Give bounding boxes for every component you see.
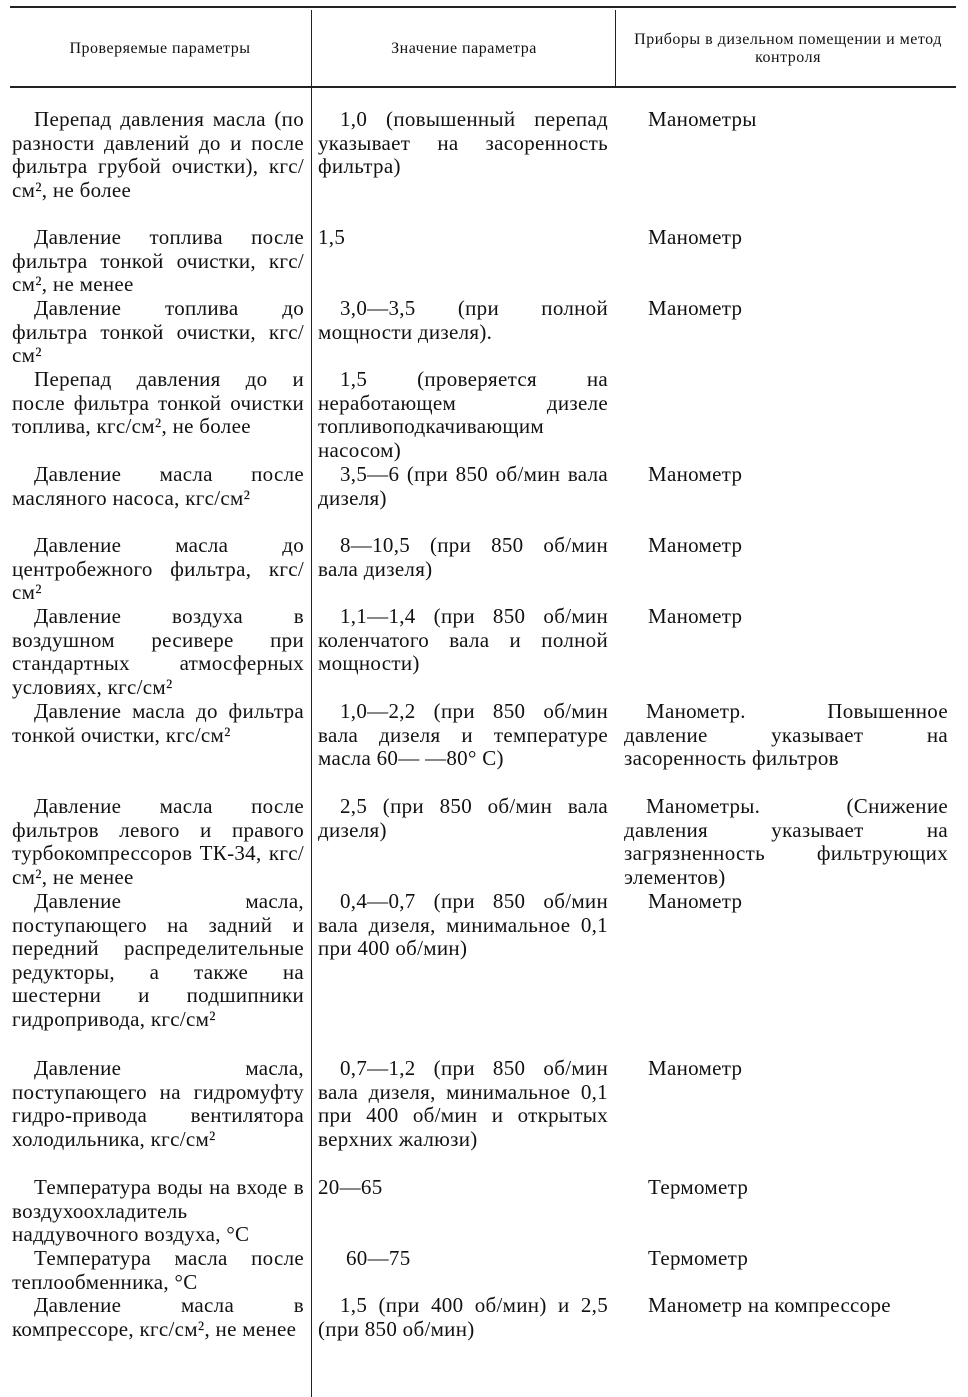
table-body — [0, 108, 968, 1365]
instrument-cell: Манометр — [648, 889, 743, 913]
instrument-cell: Манометр — [648, 533, 743, 557]
table-row — [0, 463, 968, 534]
table-row — [0, 1176, 968, 1247]
header-value: Значение параметра — [391, 40, 537, 57]
param-cell: Давление масла до центробежного фильтра, кгс/см² — [12, 533, 304, 605]
param-cell: Давление топлива до фильтра тонкой очистки, кгс/см² — [12, 296, 304, 368]
table-row — [0, 226, 968, 297]
value-cell: 3,5—6 (при 850 об/мин вала дизеля) — [318, 462, 608, 510]
param-cell: Давление масла до фильтра тонкой очистки, кгс/см² — [12, 699, 304, 747]
instrument-cell: Термометр — [648, 1246, 749, 1270]
table-row — [0, 605, 968, 700]
param-cell: Давление масла, поступающего на задний и передний распределительные редукторы, а также на шестерни и подшипники гидропривода, кгс/см² — [12, 889, 304, 1031]
header-instruments: Приборы в дизельном помещении и метод контроля — [634, 31, 942, 66]
top-rule — [10, 6, 956, 8]
value-cell: 3,0—3,5 (при полной мощности дизеля). — [318, 296, 608, 344]
instrument-cell: Манометр — [648, 296, 743, 320]
column-divider-2 — [615, 10, 616, 86]
instrument-cell: Манометр. Повышенное давление указывает на засоренность фильтров — [624, 699, 948, 771]
instrument-cell: Манометр — [648, 1056, 743, 1080]
param-cell: Давление топлива после фильтра тонкой очистки, кгс/см², не менее — [12, 225, 304, 297]
instrument-cell: Манометр — [648, 604, 743, 628]
value-cell: 1,1—1,4 (при 850 об/мин коленчатого вала и полной мощности) — [318, 604, 608, 676]
value-cell: 60—75 — [346, 1246, 411, 1270]
table-row — [0, 368, 968, 463]
header-rule — [10, 86, 956, 88]
table-row — [0, 1247, 968, 1294]
value-cell: 0,7—1,2 (при 850 об/мин вала дизеля, минимальное 0,1 при 400 об/мин и открытых верхних жалюзи) — [318, 1056, 608, 1151]
value-cell: 1,5 (при 400 об/мин) и 2,5 (при 850 об/мин) — [318, 1293, 608, 1341]
param-cell: Перепад давления масла (по разности давлений до и после фильтра грубой очистки), кгс/см², не более — [12, 107, 304, 202]
value-cell: 1,5 — [318, 225, 346, 249]
table-row — [0, 1057, 968, 1176]
value-cell: 2,5 (при 850 об/мин вала дизеля) — [318, 794, 608, 842]
value-cell: 20—65 — [318, 1175, 383, 1199]
param-cell: Давление воздуха в воздушном ресивере при стандартных атмосферных условиях, кгс/см² — [12, 604, 304, 699]
instrument-cell: Манометр на компрессоре — [648, 1293, 891, 1317]
instrument-cell: Термометр — [648, 1175, 749, 1199]
instrument-cell: Манометр — [648, 462, 743, 486]
value-cell: 1,0—2,2 (при 850 об/мин вала дизеля и температуре масла 60— —80° С) — [318, 699, 608, 771]
param-cell: Перепад давления до и после фильтра тонкой очистки топлива, кгс/см², не более — [12, 367, 304, 439]
header-parameters: Проверяемые параметры — [69, 40, 251, 57]
value-cell: 8—10,5 (при 850 об/мин вала дизеля) — [318, 533, 608, 581]
value-cell: 0,4—0,7 (при 850 об/мин вала дизеля, минимальное 0,1 при 400 об/мин) — [318, 889, 608, 961]
table-row — [0, 534, 968, 605]
instrument-cell: Манометр — [648, 225, 743, 249]
instrument-cell: Манометры — [648, 107, 757, 131]
table-row — [0, 297, 968, 368]
param-cell: Температура масла после теплообменника, °С — [12, 1246, 304, 1294]
value-cell: 1,0 (повышенный перепад указывает на засоренность фильтра) — [318, 107, 608, 179]
value-cell: 1,5 (проверяется на неработающем дизеле топливоподкачивающим насосом) — [318, 367, 608, 462]
table-row — [0, 108, 968, 226]
param-cell: Давление масла в компрессоре, кгс/см², не менее — [12, 1293, 304, 1341]
instrument-cell: Манометры. (Снижение давления указывает на загрязненность фильтрующих элементов) — [624, 794, 948, 889]
param-cell: Давление масла, поступающего на гидромуфту гидро-привода вентилятора холодильника, кгс/см² — [12, 1056, 304, 1151]
param-cell: Температура воды на входе в воздухоохладитель наддувочного воздуха, °С — [12, 1175, 304, 1247]
param-cell: Давление масла после масляного насоса, кгс/см² — [12, 462, 304, 510]
table-row — [0, 795, 968, 890]
table-row — [0, 700, 968, 795]
table-row — [0, 1294, 968, 1365]
table-row — [0, 890, 968, 1057]
param-cell: Давление масла после фильтров левого и правого турбокомпрессоров ТК-34, кгс/см², не менее — [12, 794, 304, 889]
